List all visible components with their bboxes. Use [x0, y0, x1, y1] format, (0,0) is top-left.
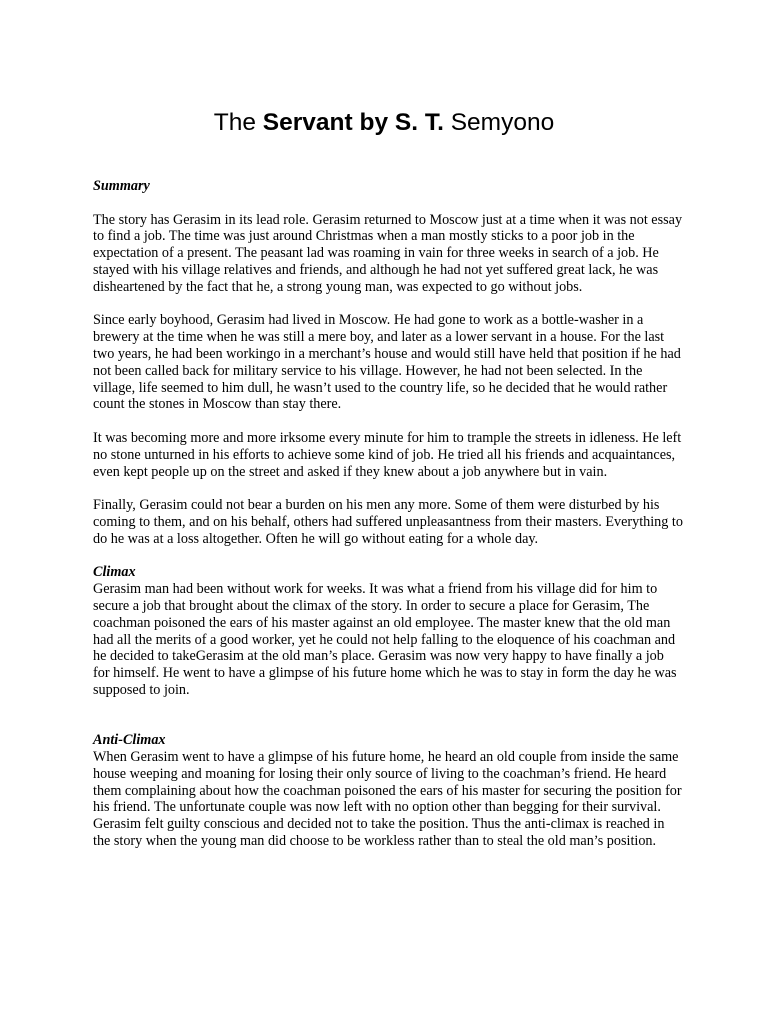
summary-paragraph-3: It was becoming more and more irksome every minute for him to trample the streets in idleness. He left no stone unturned in his efforts to achieve some kind of job. He tried all his friends and acquaintances, even kept people up on the street and asked if they knew about a job anywhere but in vain. — [93, 429, 682, 480]
anticlimax-paragraph: When Gerasim went to have a glimpse of his future home, he heard an old couple from inside the same house weeping and moaning for losing their only source of living to the coachman’s friend. He heard them complaining about how the coachman poisoned the ears of his master for securing the position for his friend. The unfortunate couple was now left with no option other than begging for their survival. Gerasim felt guilty conscious and decided not to take the position. Thus the anti-climax is reached in the story when the young man did choose to be workless rather than to steal the old man’s position. — [93, 749, 682, 850]
summary-paragraph-4: Finally, Gerasim could not bear a burden on his men any more. Some of them were disturbed by his coming to them, and on his behalf, others had suffered unpleasantness from their masters. Everything to do he was at a loss altogether. Often he will go without eating for a whole day. — [93, 497, 683, 547]
document-body — [93, 178, 683, 850]
summary-paragraph-2: Since early boyhood, Gerasim had lived in Moscow. He had gone to work as a bottle-washer in a brewery at the time when he was still a mere boy, and later as a lower servant in a house. For the last two years, he had been workingo in a merchant’s house and would still have held that position if he had not been called back for military service to his village. However, he had not been selected. In the village, life seemed to him dull, he wasn’t used to the country life, so he decided that he would rather count the stones in Moscow than stay there. — [93, 312, 681, 413]
title-prefix: The — [213, 109, 263, 136]
anticlimax-heading: Anti-Climax — [93, 732, 166, 749]
climax-heading: Climax — [93, 564, 136, 581]
summary-paragraph-1: The story has Gerasim in its lead role. Gerasim returned to Moscow just at a time when it was not essay to find a job. The time was just around Christmas when a man mostly sticks to a poor job in the expectation of a present. The peasant lad was roaming in vain for three weeks in search of a job. He stayed with his village relatives and friends, and although he had not yet suffered great lack, he was disheartened by the fact that he, a strong young man, was expected to go without jobs. — [93, 211, 683, 295]
title-bold: Servant by S. T. — [262, 109, 444, 136]
title-suffix: Semyono — [443, 109, 555, 136]
climax-paragraph: Gerasim man had been without work for weeks. It was what a friend from his village did for him to secure a job that brought about the climax of the story. In order to secure a place for Gerasim, The coachman poisoned the ears of his master against an old employee. The master knew that the old man had all the merits of a good worker, yet he could not help falling to the eloquence of his coachman and he decided to takeGerasim at the old man’s place. Gerasim was now very happy to have finally a job for himself. He went to have a glimpse of his future home which he was to stay in form the day he was supposed to join. — [93, 581, 677, 698]
page-title — [0, 108, 768, 138]
summary-heading: Summary — [93, 178, 150, 194]
